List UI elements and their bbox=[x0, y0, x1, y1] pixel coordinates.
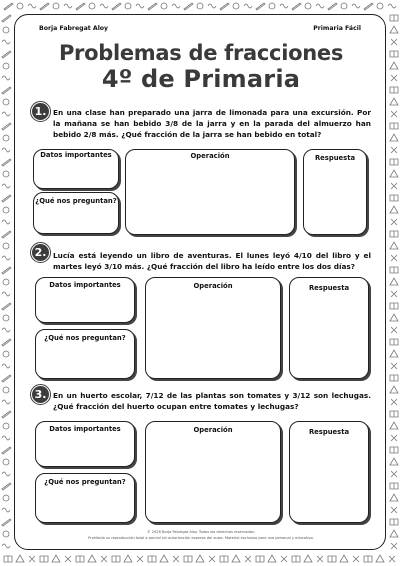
problem-text: En un huerto escolar, 7/12 de las plantas son tomates y 3/12 son lechugas. ¿Qué fracción del huerto ocupan entre tomates y lechugas? bbox=[53, 391, 371, 411]
doodle bbox=[391, 435, 397, 441]
data-box[interactable] bbox=[35, 277, 135, 323]
doodle bbox=[209, 556, 215, 562]
answer-label: Respuesta bbox=[308, 428, 350, 436]
doodle bbox=[390, 123, 398, 129]
doodle bbox=[390, 422, 398, 429]
operation-box[interactable] bbox=[125, 149, 295, 235]
data-box[interactable] bbox=[33, 149, 119, 189]
doodle bbox=[3, 27, 9, 33]
doodle bbox=[40, 3, 49, 10]
doodle bbox=[390, 134, 398, 141]
copyright-line: © 2026 Borja Fabregat Aloy. Todos los derechos reservados. bbox=[147, 530, 255, 534]
doodle bbox=[40, 556, 48, 562]
question-label: ¿Qué nos preguntan? bbox=[44, 478, 126, 486]
doodle bbox=[2, 87, 11, 94]
doodle bbox=[2, 159, 11, 166]
doodle bbox=[268, 555, 276, 562]
problem-number: 1. bbox=[32, 103, 49, 120]
doodle bbox=[390, 51, 398, 57]
doodle bbox=[112, 556, 120, 562]
doodle bbox=[64, 4, 72, 8]
doodle bbox=[160, 555, 168, 562]
doodle bbox=[390, 231, 398, 237]
license-line: Prohibida su reproducción total o parcial sin autorización expresa del autor. Material exclusivo para uso personal y educativo. bbox=[88, 536, 314, 540]
doodle bbox=[280, 4, 288, 8]
doodle bbox=[328, 556, 336, 562]
doodle bbox=[3, 531, 9, 537]
worksheet bbox=[14, 14, 386, 550]
doodle bbox=[364, 556, 372, 562]
doodle bbox=[148, 3, 157, 10]
doodle bbox=[3, 171, 9, 177]
doodle bbox=[390, 26, 398, 33]
question-box[interactable] bbox=[35, 473, 135, 523]
doodle bbox=[390, 519, 398, 525]
doodle bbox=[391, 255, 397, 261]
doodle bbox=[2, 544, 10, 548]
doodle bbox=[3, 315, 9, 321]
doodle bbox=[390, 15, 398, 21]
doodle bbox=[136, 4, 144, 8]
answer-label: Respuesta bbox=[308, 284, 350, 292]
doodle bbox=[3, 495, 9, 501]
doodle bbox=[341, 3, 347, 9]
doodle bbox=[88, 555, 96, 562]
doodle bbox=[220, 556, 228, 562]
doodle bbox=[2, 195, 11, 202]
operation-label: Operación bbox=[193, 282, 233, 290]
doodle bbox=[3, 351, 9, 357]
doodle bbox=[2, 267, 11, 274]
doodle bbox=[391, 75, 397, 81]
doodle bbox=[390, 170, 398, 177]
doodle bbox=[4, 556, 12, 562]
doodle bbox=[390, 339, 398, 345]
doodle bbox=[391, 507, 397, 513]
doodle bbox=[390, 62, 398, 69]
doodle bbox=[352, 4, 360, 8]
doodle bbox=[3, 99, 9, 105]
doodle bbox=[2, 411, 11, 418]
doodle bbox=[390, 375, 398, 381]
doodle bbox=[173, 556, 179, 562]
doodle bbox=[364, 3, 373, 10]
doodle bbox=[76, 556, 84, 562]
doodle bbox=[2, 328, 10, 332]
doodle bbox=[101, 556, 107, 562]
doodle bbox=[305, 3, 311, 9]
doodle bbox=[353, 556, 359, 562]
doodle bbox=[161, 3, 167, 9]
doodle bbox=[2, 436, 10, 440]
doodle bbox=[390, 303, 398, 309]
doodle bbox=[197, 3, 203, 9]
doodle bbox=[148, 556, 156, 562]
doodle bbox=[390, 159, 398, 165]
doodle bbox=[317, 556, 323, 562]
doodle bbox=[124, 555, 132, 562]
doodle bbox=[390, 447, 398, 453]
doodle bbox=[2, 303, 11, 310]
doodle bbox=[389, 556, 395, 562]
question-box[interactable] bbox=[35, 329, 135, 379]
doodle bbox=[391, 291, 397, 297]
doodle bbox=[388, 4, 396, 8]
doodle bbox=[391, 399, 397, 405]
doodle bbox=[391, 327, 397, 333]
doodle bbox=[100, 4, 108, 8]
doodle bbox=[377, 3, 383, 9]
doodle bbox=[2, 339, 11, 346]
doodle bbox=[2, 375, 11, 382]
doodle bbox=[391, 39, 397, 45]
problem-text: Lucía está leyendo un libro de aventuras. El lunes leyó 4/10 del libro y el martes leyó 3/10 más. ¿Qué fracción del libro ha leído entre los dos días? bbox=[53, 251, 371, 271]
doodle bbox=[391, 219, 397, 225]
doodle bbox=[2, 519, 11, 526]
doodle bbox=[3, 279, 9, 285]
doodle bbox=[4, 3, 13, 10]
doodle bbox=[2, 184, 10, 188]
doodle bbox=[2, 76, 10, 80]
doodle bbox=[2, 148, 10, 152]
doodle bbox=[208, 4, 216, 8]
doodle bbox=[172, 4, 180, 8]
operation-label: Operación bbox=[190, 152, 230, 160]
doodle bbox=[391, 183, 397, 189]
doodle bbox=[328, 3, 337, 10]
doodle bbox=[3, 459, 9, 465]
doodle bbox=[3, 63, 9, 69]
answer-box[interactable] bbox=[303, 149, 367, 235]
doodle bbox=[233, 3, 239, 9]
doodle bbox=[256, 556, 264, 562]
doodle bbox=[3, 207, 9, 213]
operation-box[interactable] bbox=[145, 421, 281, 523]
doodle bbox=[391, 471, 397, 477]
doodle bbox=[2, 508, 10, 512]
doodle bbox=[2, 220, 10, 224]
doodle bbox=[390, 87, 398, 93]
doodle bbox=[304, 555, 312, 562]
doodle bbox=[390, 314, 398, 321]
answer-box[interactable] bbox=[289, 421, 369, 523]
doodle bbox=[196, 555, 204, 562]
data-label: Datos importantes bbox=[49, 281, 121, 289]
doodle bbox=[244, 4, 252, 8]
doodle bbox=[391, 111, 397, 117]
doodle bbox=[390, 98, 398, 105]
doodle bbox=[390, 206, 398, 213]
doodle bbox=[2, 40, 10, 44]
doodle bbox=[390, 411, 398, 417]
doodle bbox=[340, 555, 348, 562]
doodle bbox=[390, 242, 398, 249]
question-box[interactable] bbox=[33, 192, 119, 234]
doodle bbox=[391, 363, 397, 369]
answer-label: Respuesta bbox=[314, 154, 356, 162]
doodle bbox=[17, 3, 23, 9]
doodle bbox=[220, 3, 229, 10]
doodle bbox=[2, 292, 10, 296]
doodle bbox=[184, 556, 192, 562]
data-label: Datos importantes bbox=[40, 151, 112, 159]
doodle bbox=[390, 278, 398, 285]
doodle bbox=[2, 15, 11, 22]
doodle bbox=[390, 458, 398, 465]
data-box[interactable] bbox=[35, 421, 135, 467]
doodle bbox=[376, 555, 384, 562]
doodle bbox=[2, 400, 10, 404]
answer-box[interactable] bbox=[289, 277, 369, 379]
doodle bbox=[125, 3, 131, 9]
doodle bbox=[390, 483, 398, 489]
question-label: ¿Qué nos preguntan? bbox=[44, 334, 126, 342]
doodle bbox=[2, 256, 10, 260]
doodle bbox=[2, 112, 10, 116]
doodle bbox=[89, 3, 95, 9]
operation-box[interactable] bbox=[145, 277, 281, 379]
doodle bbox=[3, 423, 9, 429]
doodle bbox=[2, 231, 11, 238]
doodle bbox=[292, 3, 301, 10]
question-label: ¿Qué nos preguntan? bbox=[35, 197, 117, 205]
doodle bbox=[2, 123, 11, 130]
doodle bbox=[390, 530, 398, 537]
doodle bbox=[2, 51, 11, 58]
doodle bbox=[112, 3, 121, 10]
doodle bbox=[3, 135, 9, 141]
doodle bbox=[390, 494, 398, 501]
doodle bbox=[391, 147, 397, 153]
doodle bbox=[281, 556, 287, 562]
doodle bbox=[29, 556, 35, 562]
doodle bbox=[232, 555, 240, 562]
doodle bbox=[76, 3, 85, 10]
problem-number: 3. bbox=[32, 386, 49, 403]
doodle bbox=[52, 555, 60, 562]
problem-text: En una clase han preparado una jarra de limonada para una excursión. Por la mañana se han bebido 3/8 de la jarra y en la parada del almuerzo han bebido 2/8 más. ¿Qué fracción de la jarra se han bebido en total? bbox=[53, 108, 371, 139]
page-title: Problemas de fracciones bbox=[58, 41, 344, 65]
doodle bbox=[2, 447, 11, 454]
doodle bbox=[245, 556, 251, 562]
author-name: Borja Fabregat Aloy bbox=[39, 25, 109, 32]
problem-number: 2. bbox=[32, 244, 49, 261]
doodle bbox=[269, 3, 275, 9]
doodle bbox=[391, 543, 397, 549]
operation-label: Operación bbox=[193, 426, 233, 434]
doodle bbox=[65, 556, 71, 562]
doodle bbox=[2, 483, 11, 490]
doodle bbox=[256, 3, 265, 10]
doodle bbox=[316, 4, 324, 8]
doodle bbox=[390, 267, 398, 273]
doodle bbox=[53, 3, 59, 9]
doodle bbox=[2, 364, 10, 368]
doodle bbox=[2, 472, 10, 476]
doodle bbox=[16, 555, 24, 562]
doodle bbox=[184, 3, 193, 10]
page-subtitle: 4º de Primaria bbox=[101, 65, 301, 93]
doodle bbox=[292, 556, 300, 562]
doodle bbox=[390, 195, 398, 201]
doodle bbox=[3, 243, 9, 249]
doodle bbox=[390, 386, 398, 393]
doodle bbox=[390, 350, 398, 357]
doodle bbox=[137, 556, 143, 562]
level-label: Primaria Fácil bbox=[313, 25, 361, 32]
data-label: Datos importantes bbox=[49, 425, 121, 433]
doodle bbox=[28, 4, 36, 8]
doodle bbox=[3, 387, 9, 393]
